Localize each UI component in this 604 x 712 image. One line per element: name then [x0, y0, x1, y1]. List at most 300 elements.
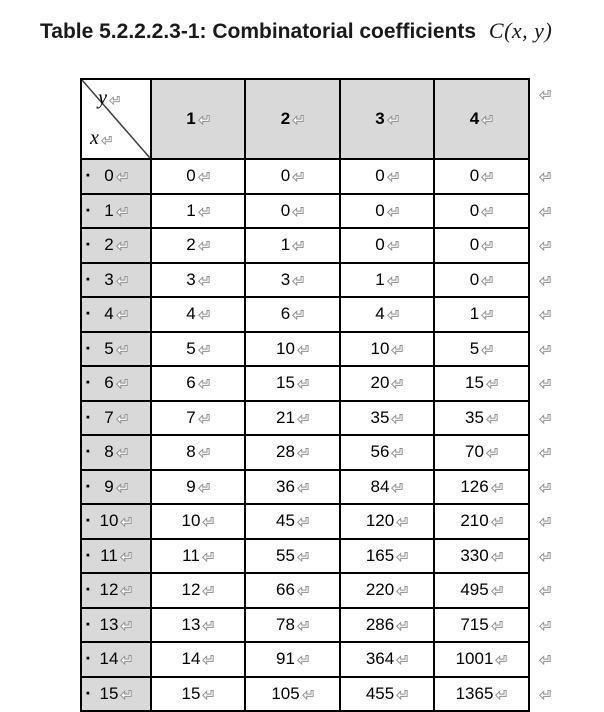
line-break-icon	[481, 167, 493, 187]
row-bullet-icon: ▪	[86, 204, 90, 217]
cell-x15-y3	[340, 677, 434, 712]
cell-value: 495	[460, 580, 489, 600]
cell-x10-y2	[245, 504, 340, 539]
table-row	[81, 573, 559, 608]
row-end-mark-cell	[529, 504, 559, 539]
cell-value: 35	[465, 407, 484, 427]
cell-value: 0	[375, 235, 385, 255]
table-title-text: Table 5.2.2.2.3-1: Combinatorial coefficients	[40, 20, 477, 43]
line-break-icon	[491, 581, 503, 601]
line-break-icon	[481, 202, 493, 222]
row-label-value: 10	[99, 511, 119, 531]
line-break-icon	[297, 409, 309, 429]
cell-x0-y3	[340, 159, 434, 194]
row-bullet-icon: ▪	[86, 238, 90, 251]
cell-value: 10	[181, 511, 201, 531]
column-header-4	[434, 79, 529, 159]
table-title	[40, 18, 600, 44]
cell-value: 1001	[455, 649, 494, 669]
line-break-icon	[396, 581, 408, 601]
cell-value: 0	[469, 166, 480, 186]
row-bullet-icon: ▪	[86, 480, 90, 493]
cell-x15-y2	[245, 677, 340, 712]
cell-x12-y1	[151, 573, 245, 608]
line-break-icon	[297, 340, 309, 360]
row-end-mark-cell	[529, 297, 559, 332]
line-break-icon	[116, 167, 128, 187]
line-break-icon	[292, 167, 304, 187]
cell-x13-y4	[434, 608, 529, 643]
line-break-icon	[101, 129, 112, 149]
row-label-x-0	[81, 159, 151, 194]
cell-value: 120	[365, 511, 395, 531]
cell-x5-y3	[340, 332, 434, 367]
line-break-icon	[539, 305, 551, 325]
cell-x13-y1	[151, 608, 245, 643]
table-row	[81, 297, 559, 332]
line-break-icon	[198, 110, 210, 130]
line-break-icon	[539, 616, 551, 636]
cell-value: 105	[271, 683, 300, 703]
cell-value: 28	[276, 442, 295, 462]
line-break-icon	[486, 443, 498, 463]
cell-value: 5	[469, 338, 480, 358]
cell-x4-y2	[245, 297, 340, 332]
line-break-icon	[120, 616, 132, 636]
line-break-icon	[396, 616, 408, 636]
line-break-icon	[391, 409, 403, 429]
line-break-icon	[539, 85, 551, 105]
line-break-icon	[396, 547, 408, 567]
row-end-mark-cell	[529, 470, 559, 505]
cell-x4-y3	[340, 297, 434, 332]
cell-x4-y4	[434, 297, 529, 332]
line-break-icon	[539, 650, 551, 670]
line-break-icon	[116, 236, 128, 256]
cell-value: 66	[276, 580, 295, 600]
line-break-icon	[202, 685, 214, 705]
row-label-value: 3	[104, 269, 114, 289]
cell-value: 21	[276, 407, 295, 427]
line-break-icon	[491, 478, 503, 498]
line-break-icon	[198, 271, 210, 291]
line-break-icon	[120, 581, 132, 601]
line-break-icon	[539, 202, 551, 222]
cell-value: 4	[375, 304, 385, 324]
line-break-icon	[387, 110, 399, 130]
table-title-formula: C(x, y)	[488, 18, 553, 43]
cell-x8-y1	[151, 435, 245, 470]
row-end-mark-cell	[529, 228, 559, 263]
row-label-x-11	[81, 539, 151, 574]
cell-value: 1	[280, 235, 291, 255]
line-break-icon	[486, 409, 498, 429]
row-label-x-13	[81, 608, 151, 643]
cell-value: 84	[370, 476, 390, 496]
cell-x4-y1	[151, 297, 245, 332]
line-break-icon	[116, 409, 128, 429]
line-break-icon	[116, 271, 128, 291]
table-row	[81, 504, 559, 539]
cell-value: 5	[186, 338, 196, 358]
cell-x10-y4	[434, 504, 529, 539]
cell-x11-y2	[245, 539, 340, 574]
line-break-icon	[202, 547, 214, 567]
row-label-x-6	[81, 366, 151, 401]
line-break-icon	[396, 685, 408, 705]
row-label-value: 12	[99, 580, 119, 600]
column-header-label: 3	[375, 109, 385, 128]
row-end-mark-cell	[529, 194, 559, 229]
cell-x14-y1	[151, 642, 245, 677]
cell-x13-y3	[340, 608, 434, 643]
cell-x11-y1	[151, 539, 245, 574]
cell-value: 2	[186, 235, 196, 255]
line-break-icon	[481, 305, 493, 325]
row-bullet-icon: ▪	[86, 273, 90, 286]
row-end-mark-cell	[529, 435, 559, 470]
line-break-icon	[198, 374, 210, 394]
cell-x8-y2	[245, 435, 340, 470]
cell-x2-y3	[340, 228, 434, 263]
cell-x9-y3	[340, 470, 434, 505]
corner-y-label	[98, 88, 120, 108]
row-bullet-icon: ▪	[86, 549, 90, 562]
row-end-mark-cell	[529, 366, 559, 401]
line-break-icon	[297, 374, 309, 394]
row-label-value: 1	[104, 200, 114, 220]
cell-x14-y3	[340, 642, 434, 677]
row-label-x-3	[81, 263, 151, 298]
cell-value: 78	[276, 614, 295, 634]
cell-x12-y2	[245, 573, 340, 608]
line-break-icon	[116, 374, 128, 394]
row-label-x-7	[81, 401, 151, 436]
cell-x2-y1	[151, 228, 245, 263]
line-break-icon	[396, 650, 408, 670]
row-end-mark-cell	[529, 642, 559, 677]
row-bullet-icon: ▪	[86, 618, 90, 631]
cell-x11-y4	[434, 539, 529, 574]
cell-x15-y1	[151, 677, 245, 712]
cell-value: 364	[365, 649, 395, 669]
line-break-icon	[202, 581, 214, 601]
table-row	[81, 263, 559, 298]
cell-value: 20	[370, 373, 390, 393]
line-break-icon	[198, 202, 210, 222]
line-break-icon	[116, 202, 128, 222]
line-break-icon	[297, 512, 309, 532]
line-break-icon	[202, 650, 214, 670]
cell-value: 3	[186, 269, 196, 289]
cell-x6-y3	[340, 366, 434, 401]
line-break-icon	[202, 512, 214, 532]
line-break-icon	[198, 305, 210, 325]
cell-x12-y4	[434, 573, 529, 608]
line-break-icon	[481, 236, 493, 256]
table-row	[81, 642, 559, 677]
line-break-icon	[297, 616, 309, 636]
cell-value: 3	[280, 269, 291, 289]
row-label-value: 15	[99, 683, 119, 703]
line-break-icon	[481, 271, 493, 291]
line-break-icon	[387, 271, 399, 291]
cell-value: 15	[181, 683, 201, 703]
table-header	[81, 79, 559, 159]
corner-cell	[81, 79, 151, 159]
line-break-icon	[198, 340, 210, 360]
line-break-icon	[481, 340, 493, 360]
line-break-icon	[116, 305, 128, 325]
cell-value: 1	[186, 200, 196, 220]
line-break-icon	[297, 650, 309, 670]
cell-value: 70	[465, 442, 484, 462]
cell-x12-y3	[340, 573, 434, 608]
line-break-icon	[495, 650, 507, 670]
line-break-icon	[387, 305, 399, 325]
cell-value: 6	[186, 373, 196, 393]
row-label-x-8	[81, 435, 151, 470]
cell-value: 7	[186, 407, 196, 427]
line-break-icon	[539, 512, 551, 532]
line-break-icon	[491, 616, 503, 636]
cell-x5-y1	[151, 332, 245, 367]
cell-value: 1	[375, 269, 385, 289]
row-bullet-icon: ▪	[86, 445, 90, 458]
cell-value: 36	[276, 476, 295, 496]
cell-x2-y2	[245, 228, 340, 263]
table-row	[81, 194, 559, 229]
cell-value: 330	[460, 545, 489, 565]
line-break-icon	[109, 89, 120, 109]
cell-x11-y3	[340, 539, 434, 574]
cell-value: 0	[469, 200, 480, 220]
row-label-x-2	[81, 228, 151, 263]
row-bullet-icon: ▪	[86, 307, 90, 320]
row-label-x-9	[81, 470, 151, 505]
row-label-x-10	[81, 504, 151, 539]
cell-value: 165	[365, 545, 395, 565]
line-break-icon	[539, 581, 551, 601]
cell-value: 55	[276, 545, 295, 565]
row-end-mark-cell	[529, 539, 559, 574]
cell-value: 1365	[455, 683, 494, 703]
cell-x14-y2	[245, 642, 340, 677]
line-break-icon	[481, 110, 493, 130]
cell-value: 1	[469, 304, 480, 324]
row-label-x-15	[81, 677, 151, 712]
cell-value: 286	[365, 614, 395, 634]
cell-value: 4	[186, 304, 196, 324]
row-bullet-icon: ▪	[86, 514, 90, 527]
line-break-icon	[297, 478, 309, 498]
cell-x8-y4	[434, 435, 529, 470]
table-row	[81, 608, 559, 643]
line-break-icon	[387, 167, 399, 187]
cell-value: 91	[276, 649, 295, 669]
row-label-value: 2	[104, 235, 114, 255]
cell-value: 15	[276, 373, 295, 393]
line-break-icon	[292, 271, 304, 291]
cell-x1-y3	[340, 194, 434, 229]
row-label-value: 9	[104, 476, 114, 496]
line-break-icon	[292, 110, 304, 130]
line-break-icon	[539, 685, 551, 705]
cell-x7-y4	[434, 401, 529, 436]
row-label-x-4	[81, 297, 151, 332]
cell-x10-y1	[151, 504, 245, 539]
table-row	[81, 435, 559, 470]
cell-x14-y4	[434, 642, 529, 677]
cell-x0-y2	[245, 159, 340, 194]
row-label-value: 11	[100, 545, 118, 565]
row-bullet-icon: ▪	[86, 687, 90, 700]
line-break-icon	[302, 685, 314, 705]
cell-value: 0	[469, 269, 480, 289]
cell-value: 210	[460, 511, 489, 531]
cell-value: 0	[280, 166, 291, 186]
row-label-value: 14	[99, 649, 119, 669]
line-break-icon	[491, 512, 503, 532]
row-bullet-icon: ▪	[86, 411, 90, 424]
cell-value: 10	[370, 338, 390, 358]
cell-value: 455	[365, 683, 395, 703]
column-header-label: 1	[186, 109, 196, 128]
table-row	[81, 228, 559, 263]
table-row	[81, 470, 559, 505]
cell-value: 12	[181, 580, 201, 600]
row-bullet-icon: ▪	[86, 169, 90, 182]
corner-x-label	[90, 128, 112, 148]
row-bullet-icon: ▪	[86, 342, 90, 355]
cell-x6-y4	[434, 366, 529, 401]
cell-value: 126	[460, 476, 489, 496]
row-label-x-12	[81, 573, 151, 608]
table-body	[81, 159, 559, 711]
coefficients-table	[80, 78, 560, 712]
row-end-mark-cell	[529, 573, 559, 608]
line-break-icon	[116, 443, 128, 463]
row-label-x-5	[81, 332, 151, 367]
line-break-icon	[198, 167, 210, 187]
cell-x7-y1	[151, 401, 245, 436]
cell-x3-y2	[245, 263, 340, 298]
cell-value: 0	[375, 200, 385, 220]
cell-x5-y2	[245, 332, 340, 367]
line-break-icon	[297, 581, 309, 601]
row-label-value: 5	[104, 338, 114, 358]
line-break-icon	[486, 374, 498, 394]
line-break-icon	[491, 547, 503, 567]
line-break-icon	[539, 443, 551, 463]
cell-x9-y2	[245, 470, 340, 505]
row-end-mark-cell	[529, 263, 559, 298]
cell-value: 6	[280, 304, 291, 324]
column-header-label: 2	[280, 109, 291, 128]
row-label-value: 6	[104, 373, 114, 393]
line-break-icon	[116, 340, 128, 360]
line-break-icon	[387, 202, 399, 222]
cell-value: 220	[365, 580, 395, 600]
line-break-icon	[539, 374, 551, 394]
line-break-icon	[391, 340, 403, 360]
line-break-icon	[391, 374, 403, 394]
cell-x8-y3	[340, 435, 434, 470]
line-break-icon	[198, 443, 210, 463]
line-break-icon	[539, 236, 551, 256]
cell-value: 14	[181, 649, 201, 669]
row-bullet-icon: ▪	[86, 376, 90, 389]
table-row	[81, 539, 559, 574]
cell-value: 10	[276, 338, 295, 358]
line-break-icon	[120, 547, 132, 567]
line-break-icon	[387, 236, 399, 256]
table-row	[81, 401, 559, 436]
cell-x1-y1	[151, 194, 245, 229]
line-break-icon	[292, 236, 304, 256]
cell-value: 15	[465, 373, 484, 393]
line-break-icon	[198, 409, 210, 429]
row-label-value: 4	[104, 304, 114, 324]
line-break-icon	[539, 409, 551, 429]
line-break-icon	[539, 547, 551, 567]
line-break-icon	[120, 685, 132, 705]
line-break-icon	[391, 478, 403, 498]
table-row	[81, 366, 559, 401]
cell-value: 35	[370, 407, 390, 427]
cell-x6-y1	[151, 366, 245, 401]
line-break-icon	[391, 443, 403, 463]
cell-x5-y4	[434, 332, 529, 367]
line-break-icon	[539, 478, 551, 498]
row-label-value: 7	[104, 407, 114, 427]
table-row	[81, 677, 559, 712]
row-label-value: 8	[104, 442, 114, 462]
cell-x9-y1	[151, 470, 245, 505]
row-label-value: 0	[104, 166, 114, 186]
row-bullet-icon: ▪	[86, 583, 90, 596]
cell-value: 0	[186, 166, 196, 186]
line-break-icon	[297, 443, 309, 463]
cell-value: 56	[370, 442, 390, 462]
cell-x0-y1	[151, 159, 245, 194]
row-label-x-1	[81, 194, 151, 229]
cell-x3-y4	[434, 263, 529, 298]
cell-x6-y2	[245, 366, 340, 401]
y-axis-label: y	[98, 87, 107, 109]
row-bullet-icon: ▪	[86, 652, 90, 665]
cell-value: 0	[469, 235, 480, 255]
line-break-icon	[198, 236, 210, 256]
line-break-icon	[292, 202, 304, 222]
column-header-3	[340, 79, 434, 159]
line-break-icon	[539, 271, 551, 291]
row-label-value: 13	[99, 614, 119, 634]
line-break-icon	[539, 340, 551, 360]
cell-value: 13	[181, 614, 201, 634]
cell-x1-y2	[245, 194, 340, 229]
cell-value: 11	[182, 545, 200, 565]
row-end-mark-cell	[529, 332, 559, 367]
cell-x7-y2	[245, 401, 340, 436]
cell-value: 8	[186, 442, 196, 462]
cell-x15-y4	[434, 677, 529, 712]
row-end-mark-cell	[529, 677, 559, 712]
cell-x9-y4	[434, 470, 529, 505]
line-break-icon	[396, 512, 408, 532]
row-end-mark-cell	[529, 608, 559, 643]
column-header-1	[151, 79, 245, 159]
